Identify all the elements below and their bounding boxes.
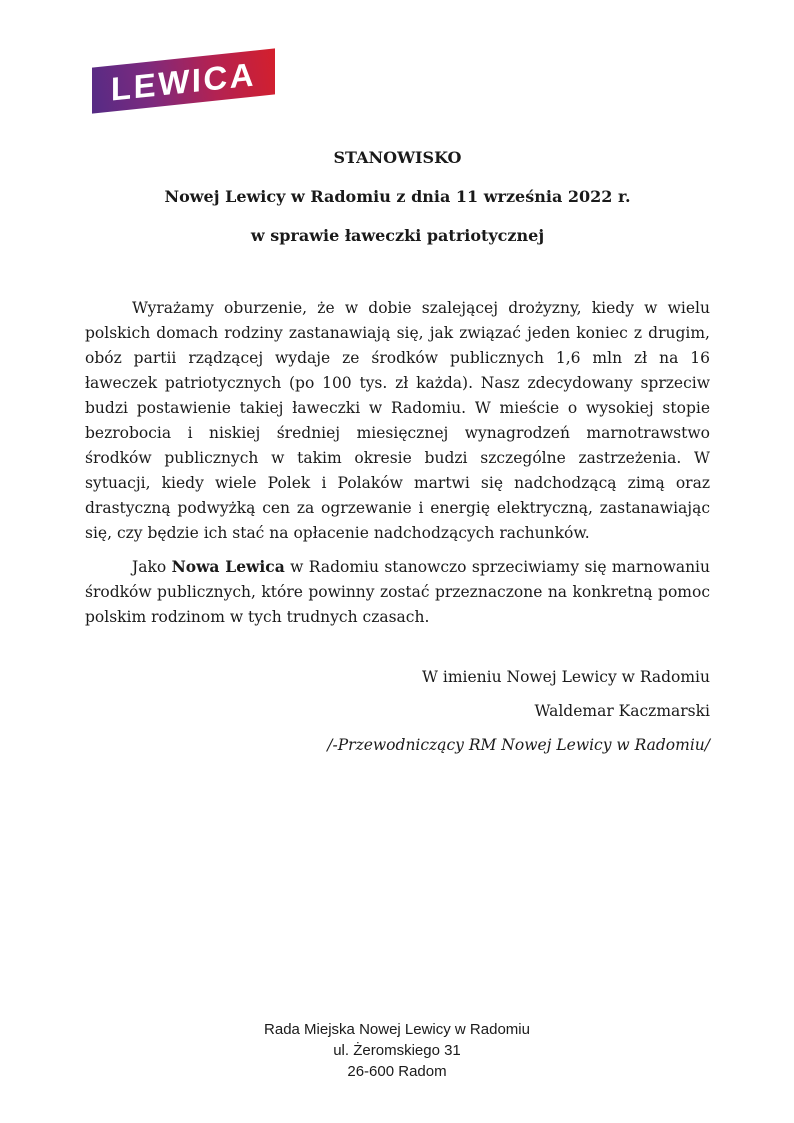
- document-footer: [0, 1019, 794, 1082]
- body-paragraph-2: [85, 554, 710, 630]
- signature-on-behalf: W imieniu Nowej Lewicy w Radomiu: [422, 668, 710, 686]
- footer-organization: Rada Miejska Nowej Lewicy w Radomiu: [264, 1021, 530, 1038]
- statement-header: [85, 150, 710, 267]
- body-paragraph-2-rest: w Radomiu stanowczo sprzeciwiamy się marnowaniu środków publicznych, które powinny zostać przeznaczone na konkretną pomoc polskim rodzinom w tych trudnych czasach.: [85, 558, 710, 626]
- statement-title: STANOWISKO: [333, 148, 462, 167]
- signature-block: [230, 660, 710, 762]
- statement-subject: w sprawie ławeczki patriotycznej: [250, 226, 545, 245]
- footer-street: ul. Żeromskiego 31: [333, 1042, 461, 1059]
- body-paragraph-2-party-name: Nowa Lewica: [171, 557, 285, 576]
- statement-subtitle-date: Nowej Lewicy w Radomiu z dnia 11 września 2022 r.: [164, 187, 631, 206]
- body-paragraph-1: [85, 296, 710, 546]
- signature-role: /-Przewodniczący RM Nowej Lewicy w Radomiu/: [327, 736, 710, 754]
- lewica-logo-text: LEWICA: [110, 54, 257, 108]
- body-paragraph-2-prefix: Jako: [132, 558, 172, 576]
- footer-postal-city: 26-600 Radom: [347, 1063, 447, 1080]
- signature-name: Waldemar Kaczmarski: [534, 702, 710, 720]
- body-paragraph-1-text: Wyrażamy oburzenie, że w dobie szalejącej drożyzny, kiedy w wielu polskich domach rodziny zastanawiają się, jak związać jeden koniec z drugim, obóz partii rządzącej wydaje ze środków publicznych 1,6 mln zł na 16 ławeczek patriotycznych (po 100 tys. zł każda). Nasz zdecydowany sprzeciw budzi postawienie takiej ławeczki w Radomiu. W mieście o wysokiej stopie bezrobocia i niskiej średniej miesięcznej wynagrodzeń marnotrawstwo środków publicznych w takim okresie budzi szczególne zastrzeżenia. W sytuacji, kiedy wiele Polek i Polaków martwi się nadchodzącą zimą oraz drastyczną podwyżką cen za ogrzewanie i energię elektryczną, zastanawiając się, czy będzie ich stać na opłacenie nadchodzących rachunków.: [85, 299, 710, 542]
- statement-body: [85, 296, 710, 630]
- lewica-logo: [92, 48, 275, 113]
